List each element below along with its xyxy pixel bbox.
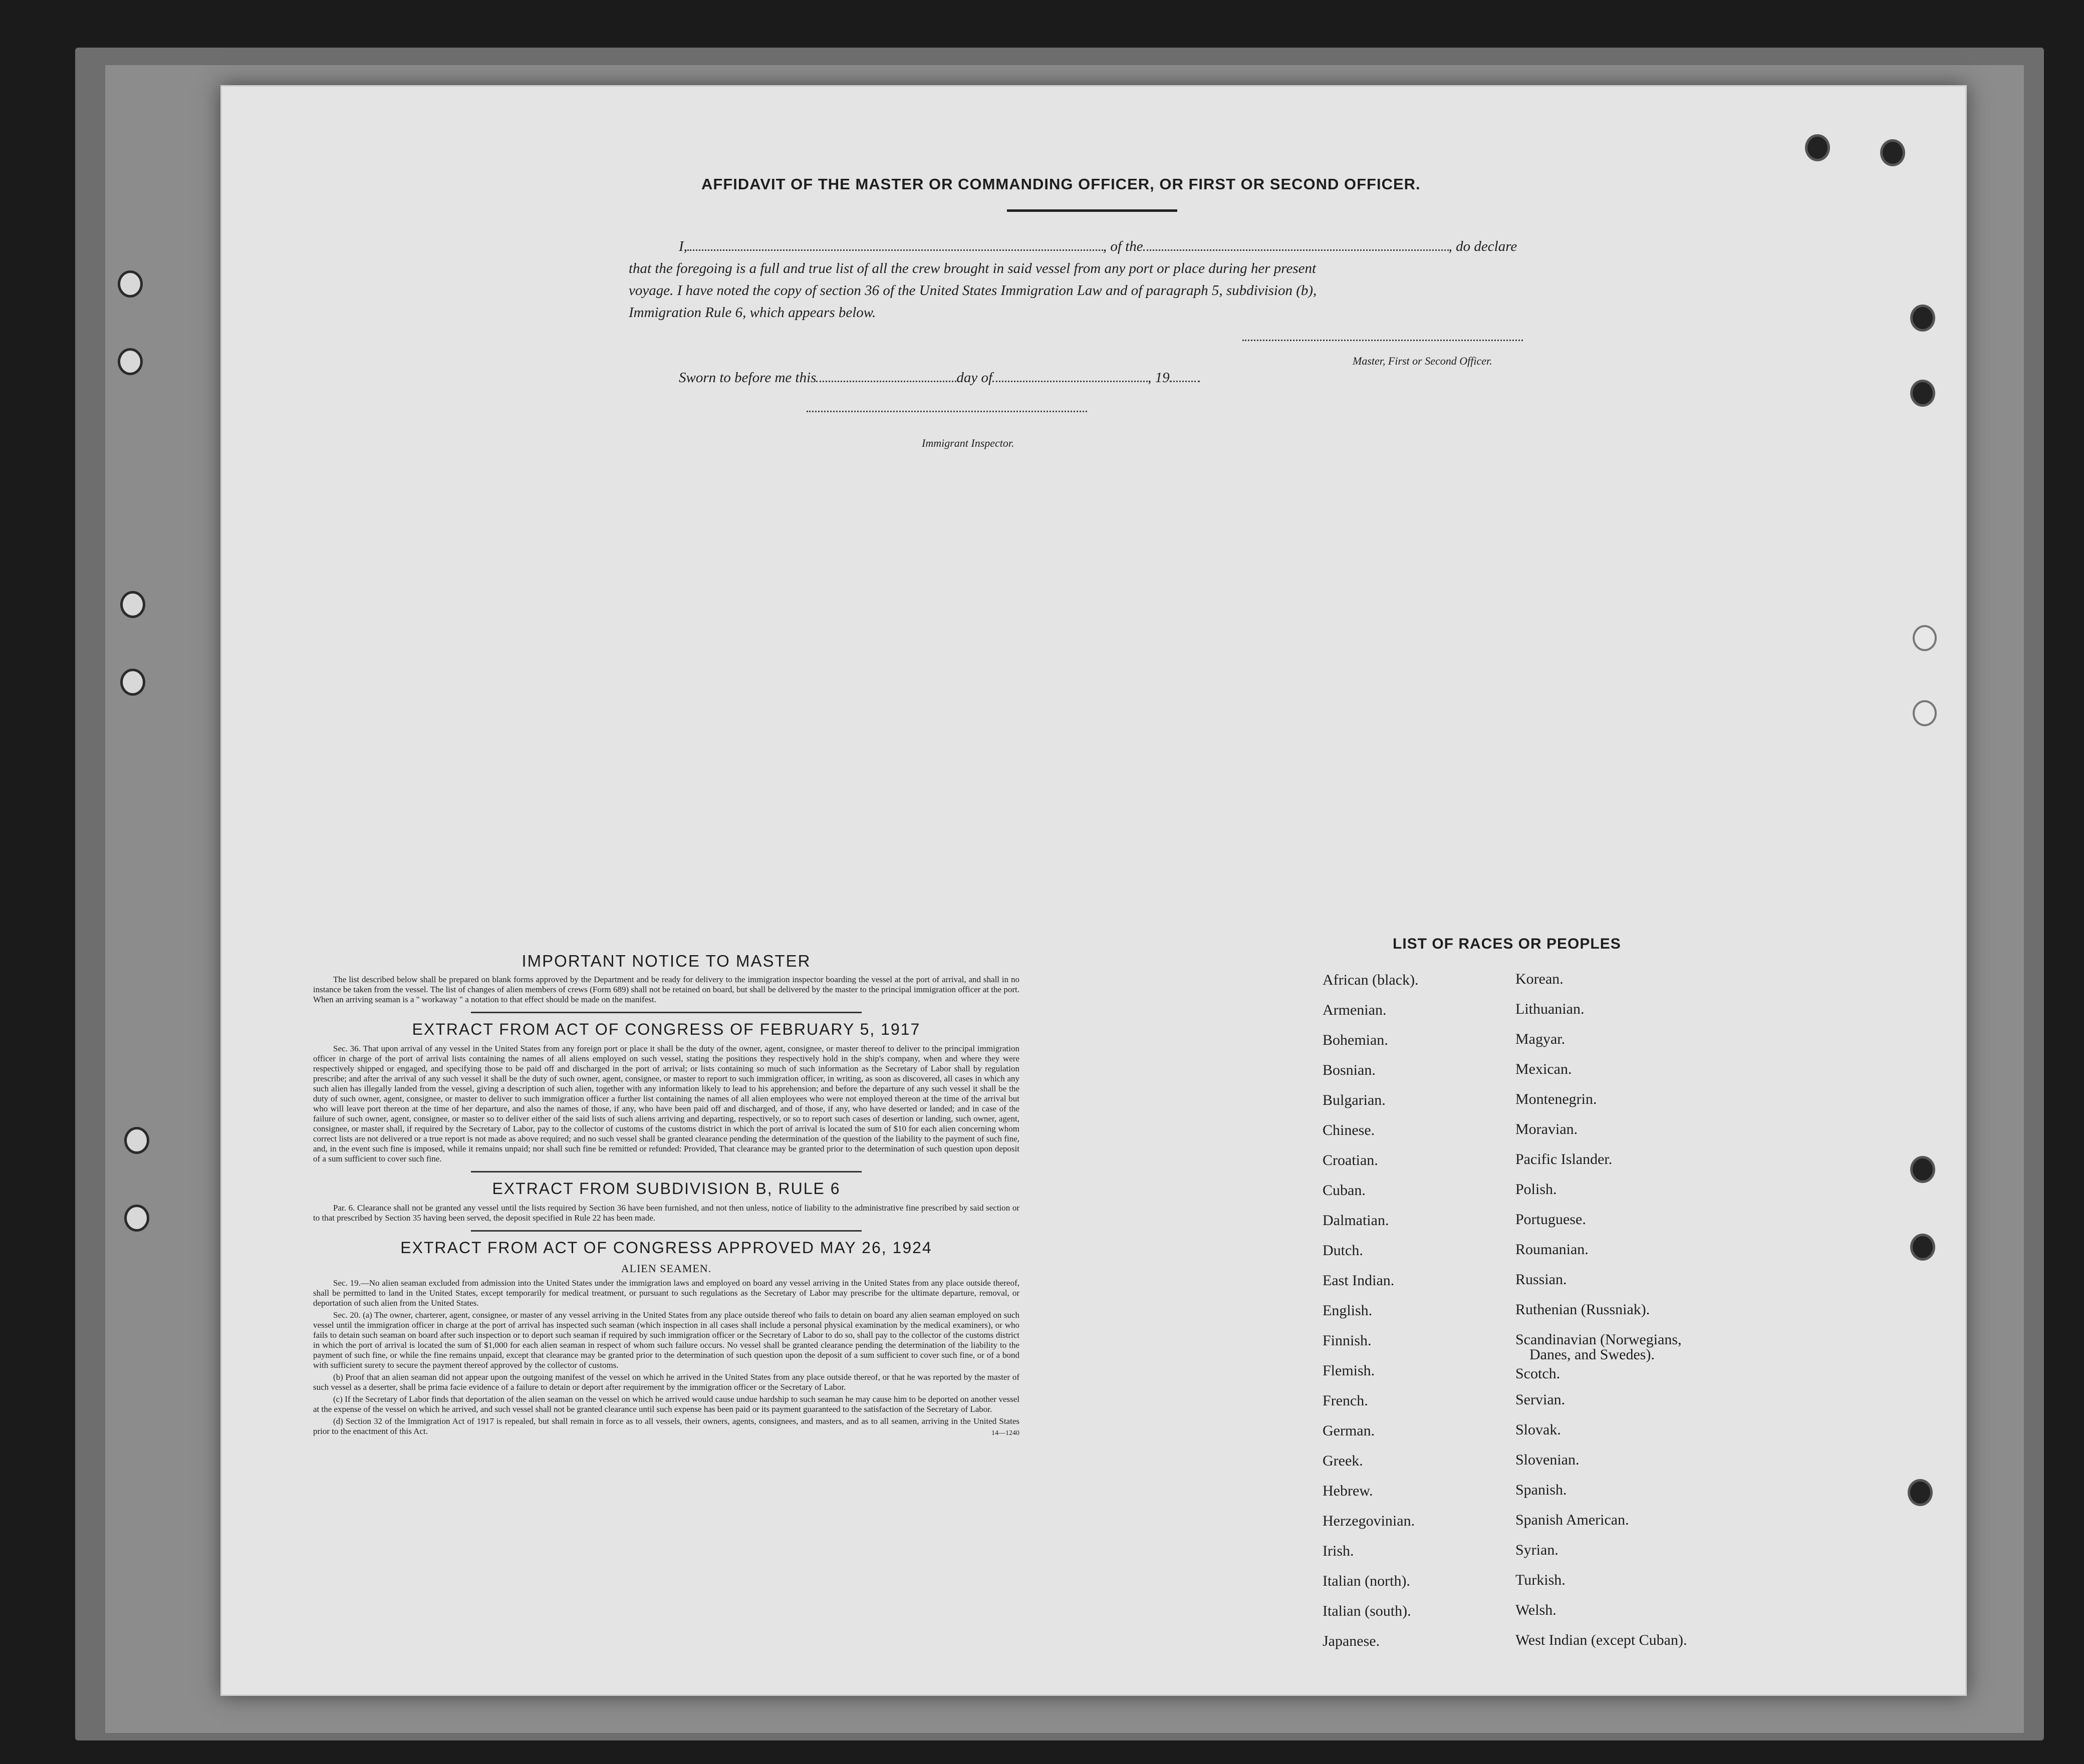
race-row (1323, 1452, 1773, 1483)
race-right: Slovak. (1515, 1421, 1561, 1438)
declaration-line-1 (629, 235, 1550, 257)
sworn-label: Sworn to before me this (679, 370, 817, 386)
race-left: Irish. (1323, 1543, 1354, 1559)
race-left: Chinese. (1323, 1122, 1375, 1138)
race-right: Polish. (1515, 1181, 1557, 1198)
binder-hole (118, 348, 143, 375)
binder-hole (120, 591, 145, 618)
race-right: Lithuanian. (1515, 1001, 1585, 1017)
page-hole (1910, 305, 1935, 332)
binder-hole (118, 270, 143, 298)
sworn-year-field[interactable] (1170, 381, 1200, 382)
race-row (1323, 1422, 1773, 1452)
affidavit-title: AFFIDAVIT OF THE MASTER OR COMMANDING OFFICER, OR FIRST OR SECOND OFFICER. (701, 175, 1421, 193)
race-right: Montenegrin. (1515, 1091, 1597, 1107)
page-hole (1910, 380, 1935, 407)
race-right: Roumanian. (1515, 1241, 1589, 1258)
vessel-name-field[interactable] (1143, 249, 1449, 251)
declaration-line-3: voyage. I have noted the copy of section 36 of the United States Immigration Law and of paragraph 5, subdivision (b), (629, 282, 1317, 299)
race-left: Bulgarian. (1323, 1092, 1386, 1108)
race-row (1323, 972, 1773, 1002)
race-row (1323, 1122, 1773, 1152)
race-row (1323, 1272, 1773, 1302)
page-hole (1908, 1479, 1933, 1506)
sec20a-text: Sec. 20. (a) The owner, charterer, agent, consignee, or master of any vessel arriving in the United States from any place outside thereof who fails to detain on board any alien seaman employed on such vessel until the immigration officer in charge at the port of arrival has inspected such seaman (which inspection in all cases shall include a personal physical examination by the medical examiners), or who fails to detain such seaman on board after such inspection or to deport such seaman if required by such immigration officer or the Secretary of Labor to do so, shall pay to the collector of the customs district in which the port of arrival is located the sum of $1,000 for each alien seaman in respect of whom such failure occurs. No vessel shall be granted clearance pending the determination of the liability to the payment of such fine, or while the fine remains unpaid, except that clearance may be granted prior to the determination of such question upon the deposit of a sum sufficient to cover such fine, or of a bond with sufficient surety to secure the payment thereof approved by the collector of customs. (313, 1310, 1019, 1370)
alien-seamen-subtitle: ALIEN SEAMEN. (621, 1262, 712, 1275)
race-right: Spanish American. (1515, 1512, 1629, 1528)
race-row (1323, 1302, 1773, 1332)
race-left: German. (1323, 1422, 1375, 1439)
declaration-paragraph (629, 235, 1550, 324)
race-right: Korean. (1515, 971, 1564, 987)
divider (471, 1171, 862, 1172)
race-row (1323, 1573, 1773, 1603)
race-left: Japanese. (1323, 1633, 1380, 1649)
race-right: Scotch. (1515, 1365, 1560, 1382)
race-row (1323, 1392, 1773, 1422)
race-row (1323, 1513, 1773, 1543)
race-row (1323, 1212, 1773, 1242)
sworn-month-field[interactable] (992, 381, 1148, 382)
race-right: Spanish. (1515, 1482, 1567, 1498)
inspector-signature-field[interactable] (807, 411, 1087, 412)
race-right: Turkish. (1515, 1572, 1566, 1588)
sec20c-text: (c) If the Secretary of Labor finds that deportation of the alien seaman on the vessel on which he arrived would cause undue hardship to such seaman he may cause him to be deported on another vessel at the expense of the vessel on which he arrived, and such vessel shall not be granted clearance until such expense has been paid or its payment guaranteed to the satisfaction of the Secretary of Labor. (313, 1394, 1019, 1414)
declaration-line-4: Immigration Rule 6, which appears below. (629, 305, 876, 321)
race-right: Ruthenian (Russniak). (1515, 1301, 1650, 1318)
do-declare-label: , do declare (1448, 238, 1517, 254)
race-right: West Indian (except Cuban). (1515, 1632, 1687, 1648)
race-left: East Indian. (1323, 1272, 1395, 1289)
race-right: Portuguese. (1515, 1211, 1586, 1228)
binder-hole (124, 1127, 149, 1154)
of-the-label: , of the (1103, 238, 1143, 254)
form-number: 14—1240 (991, 1429, 1019, 1437)
race-row (1323, 1603, 1773, 1633)
declarant-prefix: I, (679, 238, 687, 254)
race-row (1323, 1362, 1773, 1392)
declaration-line-2: that the foregoing is a full and true list of all the crew brought in said vessel from any port or place during her present (629, 260, 1317, 276)
sec19-text: Sec. 19.—No alien seaman excluded from admission into the United States under the immigration laws and employed on board any vessel arriving in the United States from any place outside thereof, shall be permitted to land in the United States, except temporarily for medical treatment, or pursuant to such regulations as the Secretary of Labor may prescribe for the ultimate departure, removal, or deportation of such alien from the United States. (313, 1278, 1019, 1308)
extract-rule6-title: EXTRACT FROM SUBDIVISION B, RULE 6 (492, 1180, 841, 1198)
page-hole (1910, 1156, 1935, 1183)
race-left: French. (1323, 1392, 1368, 1409)
page-hole (1913, 625, 1937, 651)
race-left: Bosnian. (1323, 1062, 1376, 1078)
race-left: Herzegovinian. (1323, 1513, 1415, 1529)
race-left: Bohemian. (1323, 1032, 1388, 1048)
race-row (1323, 1092, 1773, 1122)
race-right-cont: Danes, and Swedes). (1529, 1346, 1655, 1363)
race-row (1323, 1332, 1773, 1362)
race-left: Flemish. (1323, 1362, 1375, 1379)
race-right: Welsh. (1515, 1602, 1556, 1618)
race-row (1323, 1543, 1773, 1573)
race-right: Scandinavian (Norwegians, (1515, 1331, 1682, 1348)
race-left: African (black). (1323, 972, 1419, 988)
races-title: LIST OF RACES OR PEOPLES (1393, 936, 1621, 952)
race-right: Moravian. (1515, 1121, 1578, 1137)
race-left: Hebrew. (1323, 1483, 1373, 1499)
page-hole (1910, 1234, 1935, 1261)
declarant-name-field[interactable] (687, 249, 1103, 251)
master-signature-label: Master, First or Second Officer. (1353, 355, 1492, 367)
title-underline (1007, 209, 1177, 212)
divider (471, 1012, 862, 1013)
page-hole (1805, 134, 1830, 161)
divider (471, 1230, 862, 1232)
race-left: Italian (south). (1323, 1603, 1411, 1619)
race-right: Pacific Islander. (1515, 1151, 1613, 1167)
race-left: Italian (north). (1323, 1573, 1410, 1589)
race-row (1323, 1483, 1773, 1513)
races-list (1323, 972, 1773, 1663)
extract-1917-body: Sec. 36. That upon arrival of any vessel in the United States from any foreign port or place it shall be the duty of the owner, agent, consignee, or master thereof to deliver to the principal immigration officer in charge of the port of arrival lists containing the names of all aliens employed on such vessel, stating the positions they respectively hold in the ship's company, when and where they were respectively shipped or engaged, and specifying those to be paid off and discharged in the port of arrival; or lists containing so much of such information as the Secretary of Labor shall by regulation prescribe; and after the arrival of any such vessel it shall be the duty of such owner, agent, consignee, or master to report to such immigration officer, in writing, as soon as discovered, all cases in which any such alien has illegally landed from the vessel, giving a description of such alien, together with any information likely to lead to his apprehension; and before the departure of any such vessel it shall be the duty of such owner, agent, consignee, or master to deliver to such immigration officer a further list containing the names of all alien employees who were not employed thereon at the time of the arrival but who will leave port thereon at the time of her departure, and also the names of those, if any, who have been paid off and discharged, and of those, if any, who have deserted or landed; and in case of the failure of such owner, agent, consignee, or master so to deliver either of the said lists of such aliens arriving and departing, respectively, or so to report such cases of desertion or landing, such owner, agent, consignee, or master shall, if required by the Secretary of Labor, pay to the collector of customs of the customs district in which the port of arrival is located the sum of $10 for each alien concerning whom correct lists are not delivered or a true report is not made as above required; and no such vessel shall be granted clearance pending the determination of the question of the liability to the payment of such fine, and, in the event such fine is imposed, while it remains unpaid; nor shall such fine be remitted or refunded: Provided, That clearance may be granted prior to the determination of such question upon deposit of a sum sufficient to cover such fine. (313, 1044, 1019, 1163)
binder-hole (124, 1205, 149, 1232)
year-prefix: , 19 (1148, 370, 1170, 386)
race-left: Dalmatian. (1323, 1212, 1389, 1229)
race-left: Cuban. (1323, 1182, 1366, 1199)
race-row (1323, 1002, 1773, 1032)
race-left: Dutch. (1323, 1242, 1363, 1259)
page-hole (1880, 139, 1905, 166)
race-left: Croatian. (1323, 1152, 1378, 1168)
race-row (1323, 1242, 1773, 1272)
notice-section (313, 952, 1019, 1437)
race-right: Mexican. (1515, 1061, 1572, 1077)
race-left: Greek. (1323, 1452, 1363, 1469)
binder-hole (120, 669, 145, 696)
notice-body: The list described below shall be prepared on blank forms approved by the Department and be ready for delivery to the immigration inspector boarding the vessel at the port of arrival, and shall in no instance be taken from the vessel. The list of changes of alien members of crews (Form 689) shall not be retained on board, but shall be delivered by the master to the principal immigration officer at the port. When an arriving seaman is a " workaway " a notation to that effect should be made on the manifest. (313, 975, 1019, 1004)
extract-1917-title: EXTRACT FROM ACT OF CONGRESS OF FEBRUARY 5, 1917 (412, 1020, 921, 1038)
notice-title: IMPORTANT NOTICE TO MASTER (522, 952, 811, 970)
page-hole (1913, 700, 1937, 726)
race-row (1323, 1152, 1773, 1182)
race-right-scandinavian (1515, 1332, 1766, 1362)
extract-rule6-body: Par. 6. Clearance shall not be granted any vessel until the lists required by Section 36 have been furnished, and not then unless, notice of liability to the administrative fine prescribed by said section or to that prescribed by Section 35 having been served, the deposit specified in Rule 22 has been made. (313, 1203, 1019, 1223)
inspector-label: Immigrant Inspector. (922, 437, 1014, 449)
master-signature-field[interactable] (1242, 340, 1523, 341)
sworn-line (679, 370, 1200, 386)
race-right: Slovenian. (1515, 1451, 1580, 1468)
race-right: Syrian. (1515, 1542, 1558, 1558)
sworn-day-field[interactable] (816, 381, 956, 382)
race-right: Servian. (1515, 1391, 1566, 1408)
race-right: Russian. (1515, 1271, 1567, 1288)
race-left: Finnish. (1323, 1332, 1372, 1349)
race-row (1323, 1032, 1773, 1062)
race-left: Armenian. (1323, 1002, 1387, 1018)
race-right: Magyar. (1515, 1031, 1566, 1047)
sec20b-text: (b) Proof that an alien seaman did not appear upon the outgoing manifest of the vessel on which he arrived in the United States from any place outside thereof, or that he was reported by the master of such vessel as a deserter, shall be prima facie evidence of a failure to detain or deport after requirement by the immigration officer or the Secretary of Labor. (313, 1372, 1019, 1392)
race-row (1323, 1633, 1773, 1663)
race-row (1323, 1062, 1773, 1092)
sec20d-text: (d) Section 32 of the Immigration Act of 1917 is repealed, but shall remain in force as to all vessels, their owners, agents, consignees, and masters, and as to all seamen, arriving in the United States prior to the enactment of this Act. (313, 1416, 1019, 1436)
extract-1924-title: EXTRACT FROM ACT OF CONGRESS APPROVED MAY 26, 1924 (400, 1239, 932, 1257)
day-of-label: day of (956, 370, 993, 386)
race-row (1323, 1182, 1773, 1212)
race-left: English. (1323, 1302, 1373, 1319)
